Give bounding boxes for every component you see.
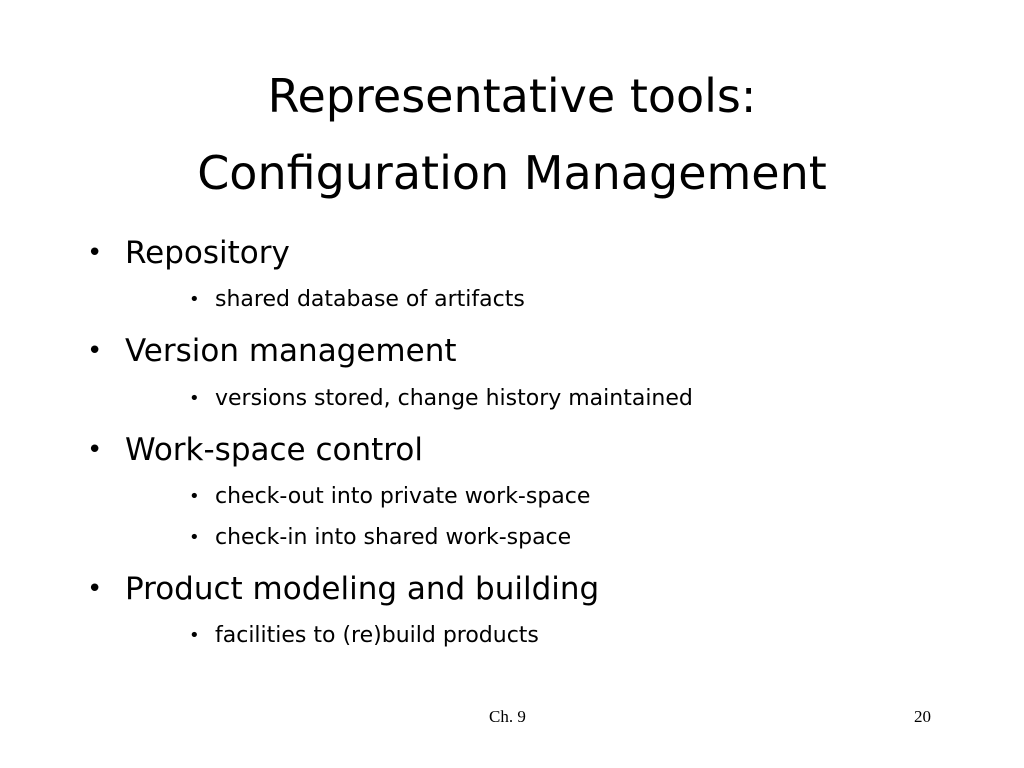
bullet-text: Repository bbox=[125, 235, 290, 271]
bullet-icon: • bbox=[189, 388, 200, 409]
footer-chapter: Ch. 9 bbox=[489, 707, 526, 726]
title-line-1: Representative tools: bbox=[267, 69, 757, 123]
bullet-icon: • bbox=[87, 574, 103, 604]
sub-bullet-text: check-out into private work-space bbox=[215, 484, 591, 509]
bullet-icon: • bbox=[189, 289, 200, 310]
bullet-icon: • bbox=[189, 527, 200, 548]
title-line-2: Configuration Management bbox=[197, 146, 827, 200]
footer-page-number: 20 bbox=[914, 707, 931, 726]
sub-bullet-text: check-in into shared work-space bbox=[215, 525, 572, 550]
sub-bullet-text: facilities to (re)build products bbox=[215, 623, 539, 648]
bullet-text: Version management bbox=[125, 333, 457, 369]
bullet-text: Product modeling and building bbox=[125, 571, 600, 607]
bullet-icon: • bbox=[87, 435, 103, 465]
bullet-icon: • bbox=[87, 238, 103, 268]
sub-bullet-text: shared database of artifacts bbox=[215, 287, 525, 312]
bullet-icon: • bbox=[189, 625, 200, 646]
bullet-text: Work-space control bbox=[125, 432, 423, 468]
bullet-icon: • bbox=[189, 486, 200, 507]
bullet-icon: • bbox=[87, 336, 103, 366]
sub-bullet-text: versions stored, change history maintained bbox=[215, 386, 693, 411]
